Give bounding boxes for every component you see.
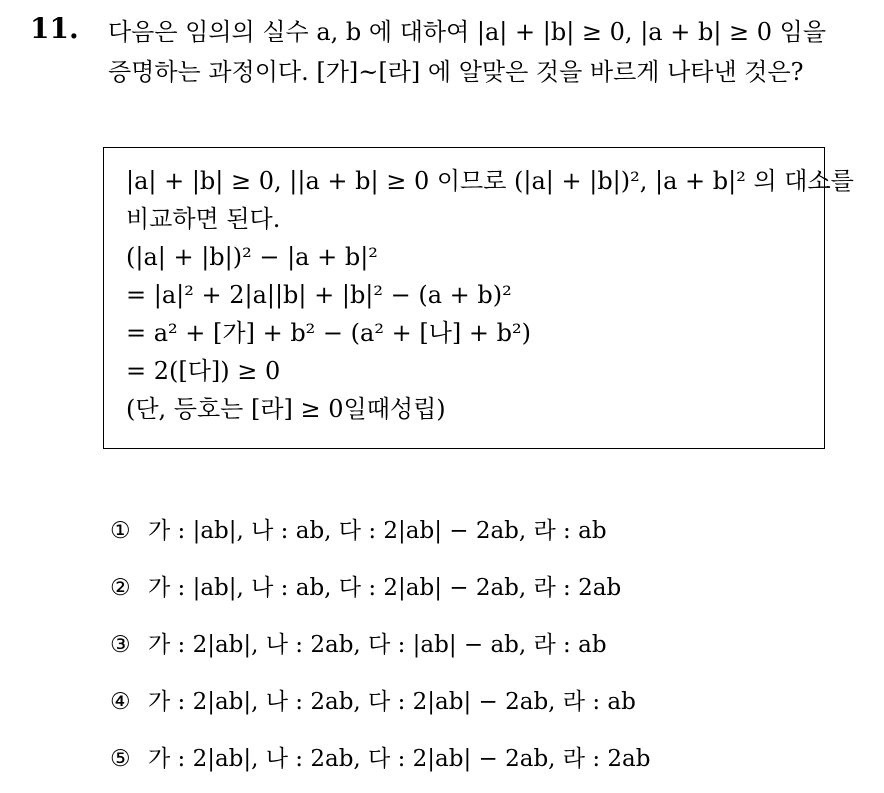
proof-box — [103, 147, 854, 449]
question-number: 11. — [30, 12, 79, 45]
choice-4[interactable] — [110, 679, 650, 736]
choice-1[interactable] — [110, 508, 650, 565]
answer-choices — [110, 508, 650, 793]
choice-number: ⑤ — [110, 746, 131, 772]
proof-line: (단, 등호는 [라] ≥ 0일때성립) — [126, 395, 446, 423]
choice-3[interactable] — [110, 622, 650, 679]
choice-text: 가 : 2|ab|, 나 : 2ab, 다 : |ab| − ab, 라 : ab — [148, 632, 607, 658]
prompt-line: 다음은 임의의 실수 a, b 에 대하여 |a| + |b| ≥ 0, |a + b| ≥ 0 임을 — [108, 18, 827, 46]
choice-text: 가 : |ab|, 나 : ab, 다 : 2|ab| − 2ab, 라 : 2ab — [148, 575, 622, 601]
choice-text: 가 : 2|ab|, 나 : 2ab, 다 : 2|ab| − 2ab, 라 : 2ab — [148, 746, 651, 772]
choice-text: 가 : 2|ab|, 나 : 2ab, 다 : 2|ab| − 2ab, 라 : ab — [148, 689, 636, 715]
choice-number: ② — [110, 575, 131, 601]
prompt-line: 증명하는 과정이다. [가]~[라] 에 알맞은 것을 바르게 나타낸 것은? — [108, 58, 804, 86]
choice-number: ④ — [110, 689, 131, 715]
choice-number: ③ — [110, 632, 131, 658]
question-prompt — [108, 12, 826, 92]
proof-line: 비교하면 된다. — [126, 205, 281, 233]
proof-line: |a| + |b| ≥ 0, ||a + b| ≥ 0 이므로 (|a| + |b|)², |a + b|² 의 대소를 — [126, 167, 854, 195]
proof-line: = a² + [가] + b² − (a² + [나] + b²) — [126, 319, 531, 347]
choice-2[interactable] — [110, 565, 650, 622]
proof-line: = |a|² + 2|a||b| + |b|² − (a + b)² — [126, 281, 512, 309]
choice-number: ① — [110, 518, 131, 544]
choice-5[interactable] — [110, 736, 650, 793]
proof-line: = 2([다]) ≥ 0 — [126, 357, 281, 385]
proof-line: (|a| + |b|)² − |a + b|² — [126, 243, 378, 271]
choice-text: 가 : |ab|, 나 : ab, 다 : 2|ab| − 2ab, 라 : ab — [148, 518, 607, 544]
